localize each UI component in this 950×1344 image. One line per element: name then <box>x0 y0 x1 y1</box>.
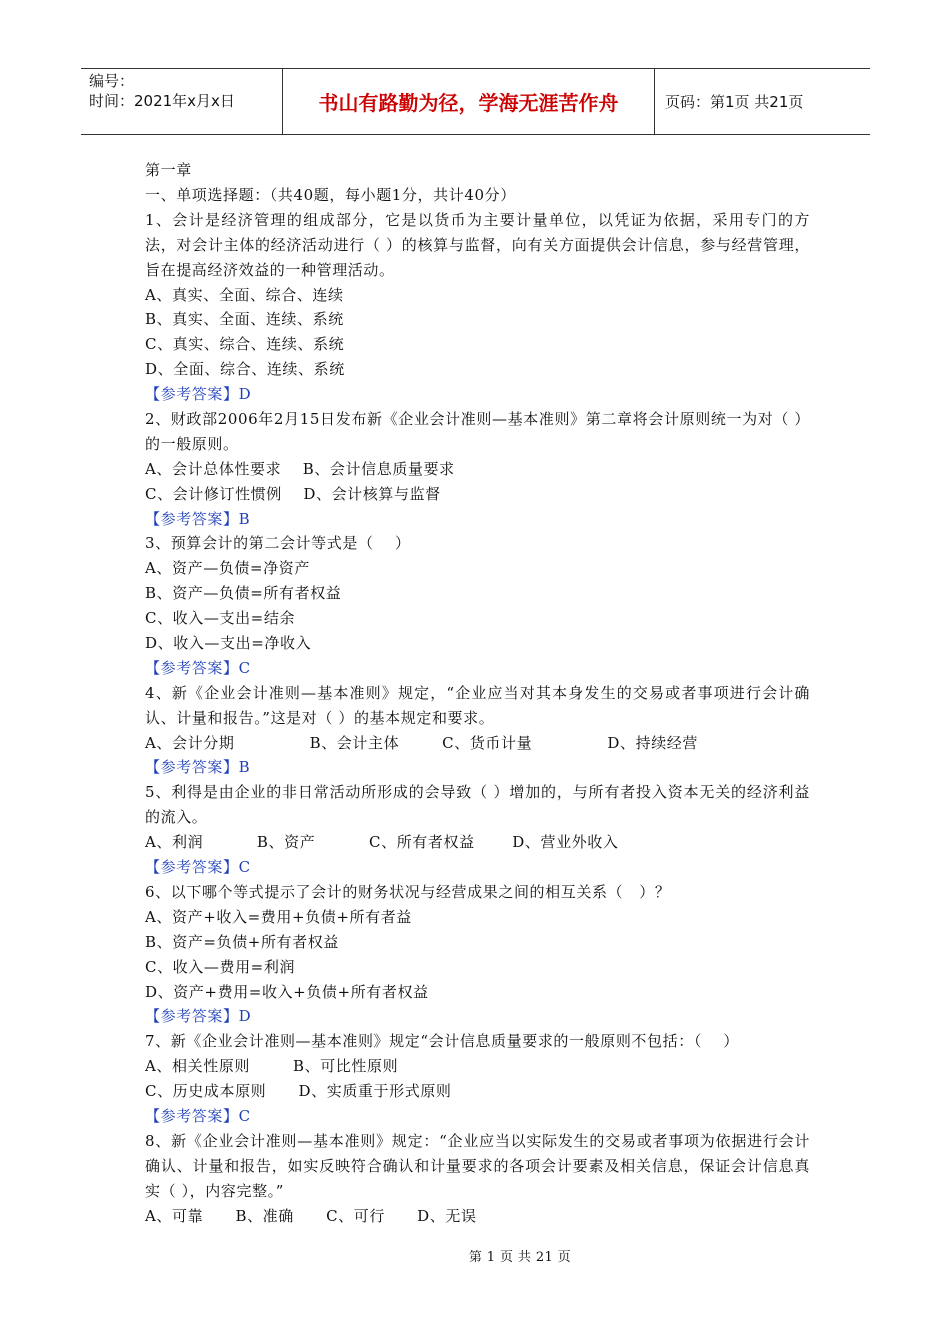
question-1-option-c: C、真实、综合、连续、系统 <box>145 335 345 354</box>
question-1-option-b: B、真实、全面、连续、系统 <box>145 310 344 329</box>
header-motto: 书山有路勤为径，学海无涯苦作舟 <box>283 69 655 134</box>
question-6-option-a: A、资产+收入=费用+负债+所有者益 <box>145 907 412 926</box>
header-number-label: 编号： <box>89 72 135 90</box>
question-3-option-c: C、收入—支出=结余 <box>145 609 296 628</box>
document-header <box>81 68 870 135</box>
header-date-label: 时间：2021年x月x日 <box>89 92 235 110</box>
question-7-options-cd: C、历史成本原则 D、实质重于形式原则 <box>145 1082 452 1101</box>
section-title: 一、单项选择题：（共40题，每小题1分，共计40分） <box>145 185 516 204</box>
chapter-title: 第一章 <box>145 161 192 179</box>
question-6-option-d: D、资产+费用=收入+负债+所有者权益 <box>145 982 429 1001</box>
question-3-option-d: D、收入—支出=净收入 <box>145 634 312 652</box>
question-2-answer: 【参考答案】B <box>145 509 251 528</box>
question-3-option-b: B、资产—负债=所有者权益 <box>145 584 342 603</box>
question-1-answer: 【参考答案】D <box>145 385 252 404</box>
question-8: 8、新《企业会计准则—基本准则》规定：“企业应当以实际发生的交易或者事项为依据进行会计确认、计量和报告，如实反映符合确认和计量要求的各项会计要素及相关信息，保证会计信息真实（ ），内容完整。” <box>145 1131 810 1200</box>
question-7-answer: 【参考答案】C <box>145 1106 251 1125</box>
question-3: 3、预算会计的第二会计等式是（ ） <box>145 534 411 553</box>
footer-page-number: 第 1 页 共 21 页 <box>468 1250 572 1265</box>
question-5-options: A、利润 B、资产 C、所有者权益 D、营业外收入 <box>145 833 619 852</box>
header-page-label: 页码：第1页 共21页 <box>665 93 804 111</box>
question-3-option-a: A、资产—负债=净资产 <box>145 559 311 578</box>
question-2: 2、财政部2006年2月15日发布新《企业会计准则—基本准则》第二章将会计原则统一为对（ ）的一般原则。 <box>145 409 810 453</box>
header-meta <box>81 69 283 134</box>
question-1: 1、会计是经济管理的组成部分，它是以货币为主要计量单位，以凭证为依据，采用专门的方法，对会计主体的经济活动进行（ ）的核算与监督，向有关方面提供会计信息，参与经营管理，旨在提高经济效益的一种管理活动。 <box>145 210 810 279</box>
question-6: 6、以下哪个等式提示了会计的财务状况与经营成果之间的相互关系（ ）？ <box>145 882 671 901</box>
page-footer <box>0 1246 950 1265</box>
question-4-answer: 【参考答案】B <box>145 758 251 777</box>
question-1-option-a: A、真实、全面、综合、连续 <box>145 285 344 304</box>
question-8-options: A、可靠 B、准确 C、可行 D、无误 <box>145 1206 477 1225</box>
question-7-options-ab: A、相关性原则 B、可比性原则 <box>145 1057 399 1076</box>
question-6-answer: 【参考答案】D <box>145 1007 252 1026</box>
question-4-options: A、会计分期 B、会计主体 C、货币计量 D、持续经营 <box>145 733 699 752</box>
question-2-options-ab: A、会计总体性要求 B、会计信息质量要求 <box>145 459 455 478</box>
question-4: 4、新《企业会计准则—基本准则》规定，“企业应当对其本身发生的交易或者事项进行会计确认、计量和报告。”这是对（ ）的基本规定和要求。 <box>145 683 810 727</box>
question-1-option-d: D、全面、综合、连续、系统 <box>145 360 345 379</box>
document-body <box>145 158 810 1228</box>
question-3-answer: 【参考答案】C <box>145 658 251 677</box>
question-6-option-c: C、收入—费用=利润 <box>145 957 296 976</box>
question-6-option-b: B、资产=负债+所有者权益 <box>145 932 339 951</box>
question-7: 7、新《企业会计准则—基本准则》规定“会计信息质量要求的一般原则不包括：（ ） <box>145 1032 739 1051</box>
question-5-answer: 【参考答案】C <box>145 858 251 877</box>
question-5: 5、利得是由企业的非日常活动所形成的会导致（ ）增加的，与所有者投入资本无关的经济利益的流入。 <box>145 783 810 827</box>
question-2-options-cd: C、会计修订性惯例 D、会计核算与监督 <box>145 484 441 503</box>
